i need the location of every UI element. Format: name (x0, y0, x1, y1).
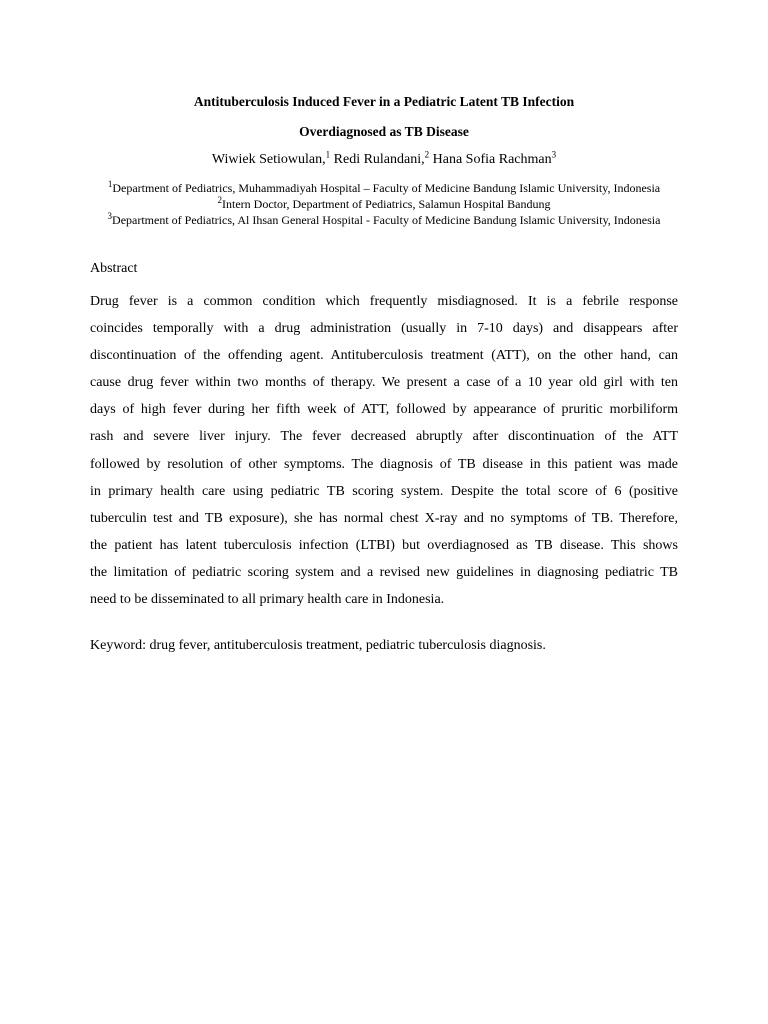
abstract-line: days of high fever during her fifth week of ATT, followed by appearance of pruritic morbiliform (90, 402, 678, 418)
author-name: Hana Sofia Rachman (432, 152, 552, 167)
abstract-body (90, 288, 678, 613)
affiliation-text: Department of Pediatrics, Muhammadiyah Hospital – Faculty of Medicine Bandung Islamic University, Indonesia (112, 181, 661, 195)
author-affiliation-marker: 3 (551, 149, 557, 160)
abstract-line: the patient has latent tuberculosis infection (LTBI) but overdiagnosed as TB disease. This shows (90, 537, 678, 553)
author-name: Redi Rulandani, (333, 152, 425, 167)
author-affiliation-marker: 1 (325, 149, 331, 160)
author-list (0, 151, 768, 169)
abstract-line: rash and severe liver injury. The fever decreased abruptly after discontinuation of the ATT (90, 429, 678, 445)
keywords: Keyword: drug fever, antituberculosis treatment, pediatric tuberculosis diagnosis. (90, 638, 546, 653)
abstract-line: discontinuation of the offending agent. Antituberculosis treatment (ATT), on the other hand, can (90, 348, 678, 364)
affiliation-marker: 3 (107, 211, 113, 221)
affiliation (0, 213, 768, 227)
abstract-line: need to be disseminated to all primary health care in Indonesia. (90, 592, 445, 608)
paper-title-line-2: Overdiagnosed as TB Disease (299, 124, 469, 139)
abstract-line: the limitation of pediatric scoring system and a revised new guidelines in diagnosing pediatric TB (90, 564, 678, 580)
abstract-line: Drug fever is a common condition which frequently misdiagnosed. It is a febrile response (90, 294, 678, 309)
abstract-line: cause drug fever within two months of therapy. We present a case of a 10 year old girl with ten (90, 375, 678, 391)
abstract-line: coincides temporally with a drug administration (usually in 7-10 days) and disappears after (90, 321, 678, 337)
author-name: Wiwiek Setiowulan, (211, 152, 326, 167)
abstract-line: in primary health care using pediatric TB scoring system. Despite the total score of 6 (positive (90, 483, 678, 499)
abstract-line: followed by resolution of other symptoms. The diagnosis of TB disease in this patient was made (90, 456, 678, 472)
affiliation (0, 181, 768, 195)
affiliation-text: Department of Pediatrics, Al Ihsan General Hospital - Faculty of Medicine Bandung Islamic University, Indonesia (112, 213, 661, 227)
affiliation (0, 197, 768, 211)
author-affiliation-marker: 2 (424, 149, 430, 160)
abstract-line: tuberculin test and TB exposure), she has normal chest X-ray and no symptoms of TB. Therefore, (90, 510, 678, 526)
affiliation-marker: 1 (107, 179, 113, 189)
affiliation-text: Intern Doctor, Department of Pediatrics, Salamun Hospital Bandung (222, 197, 551, 211)
abstract-heading: Abstract (90, 261, 138, 276)
paper-title-line-1: Antituberculosis Induced Fever in a Pediatric Latent TB Infection (193, 94, 575, 109)
affiliation-marker: 2 (217, 195, 223, 205)
